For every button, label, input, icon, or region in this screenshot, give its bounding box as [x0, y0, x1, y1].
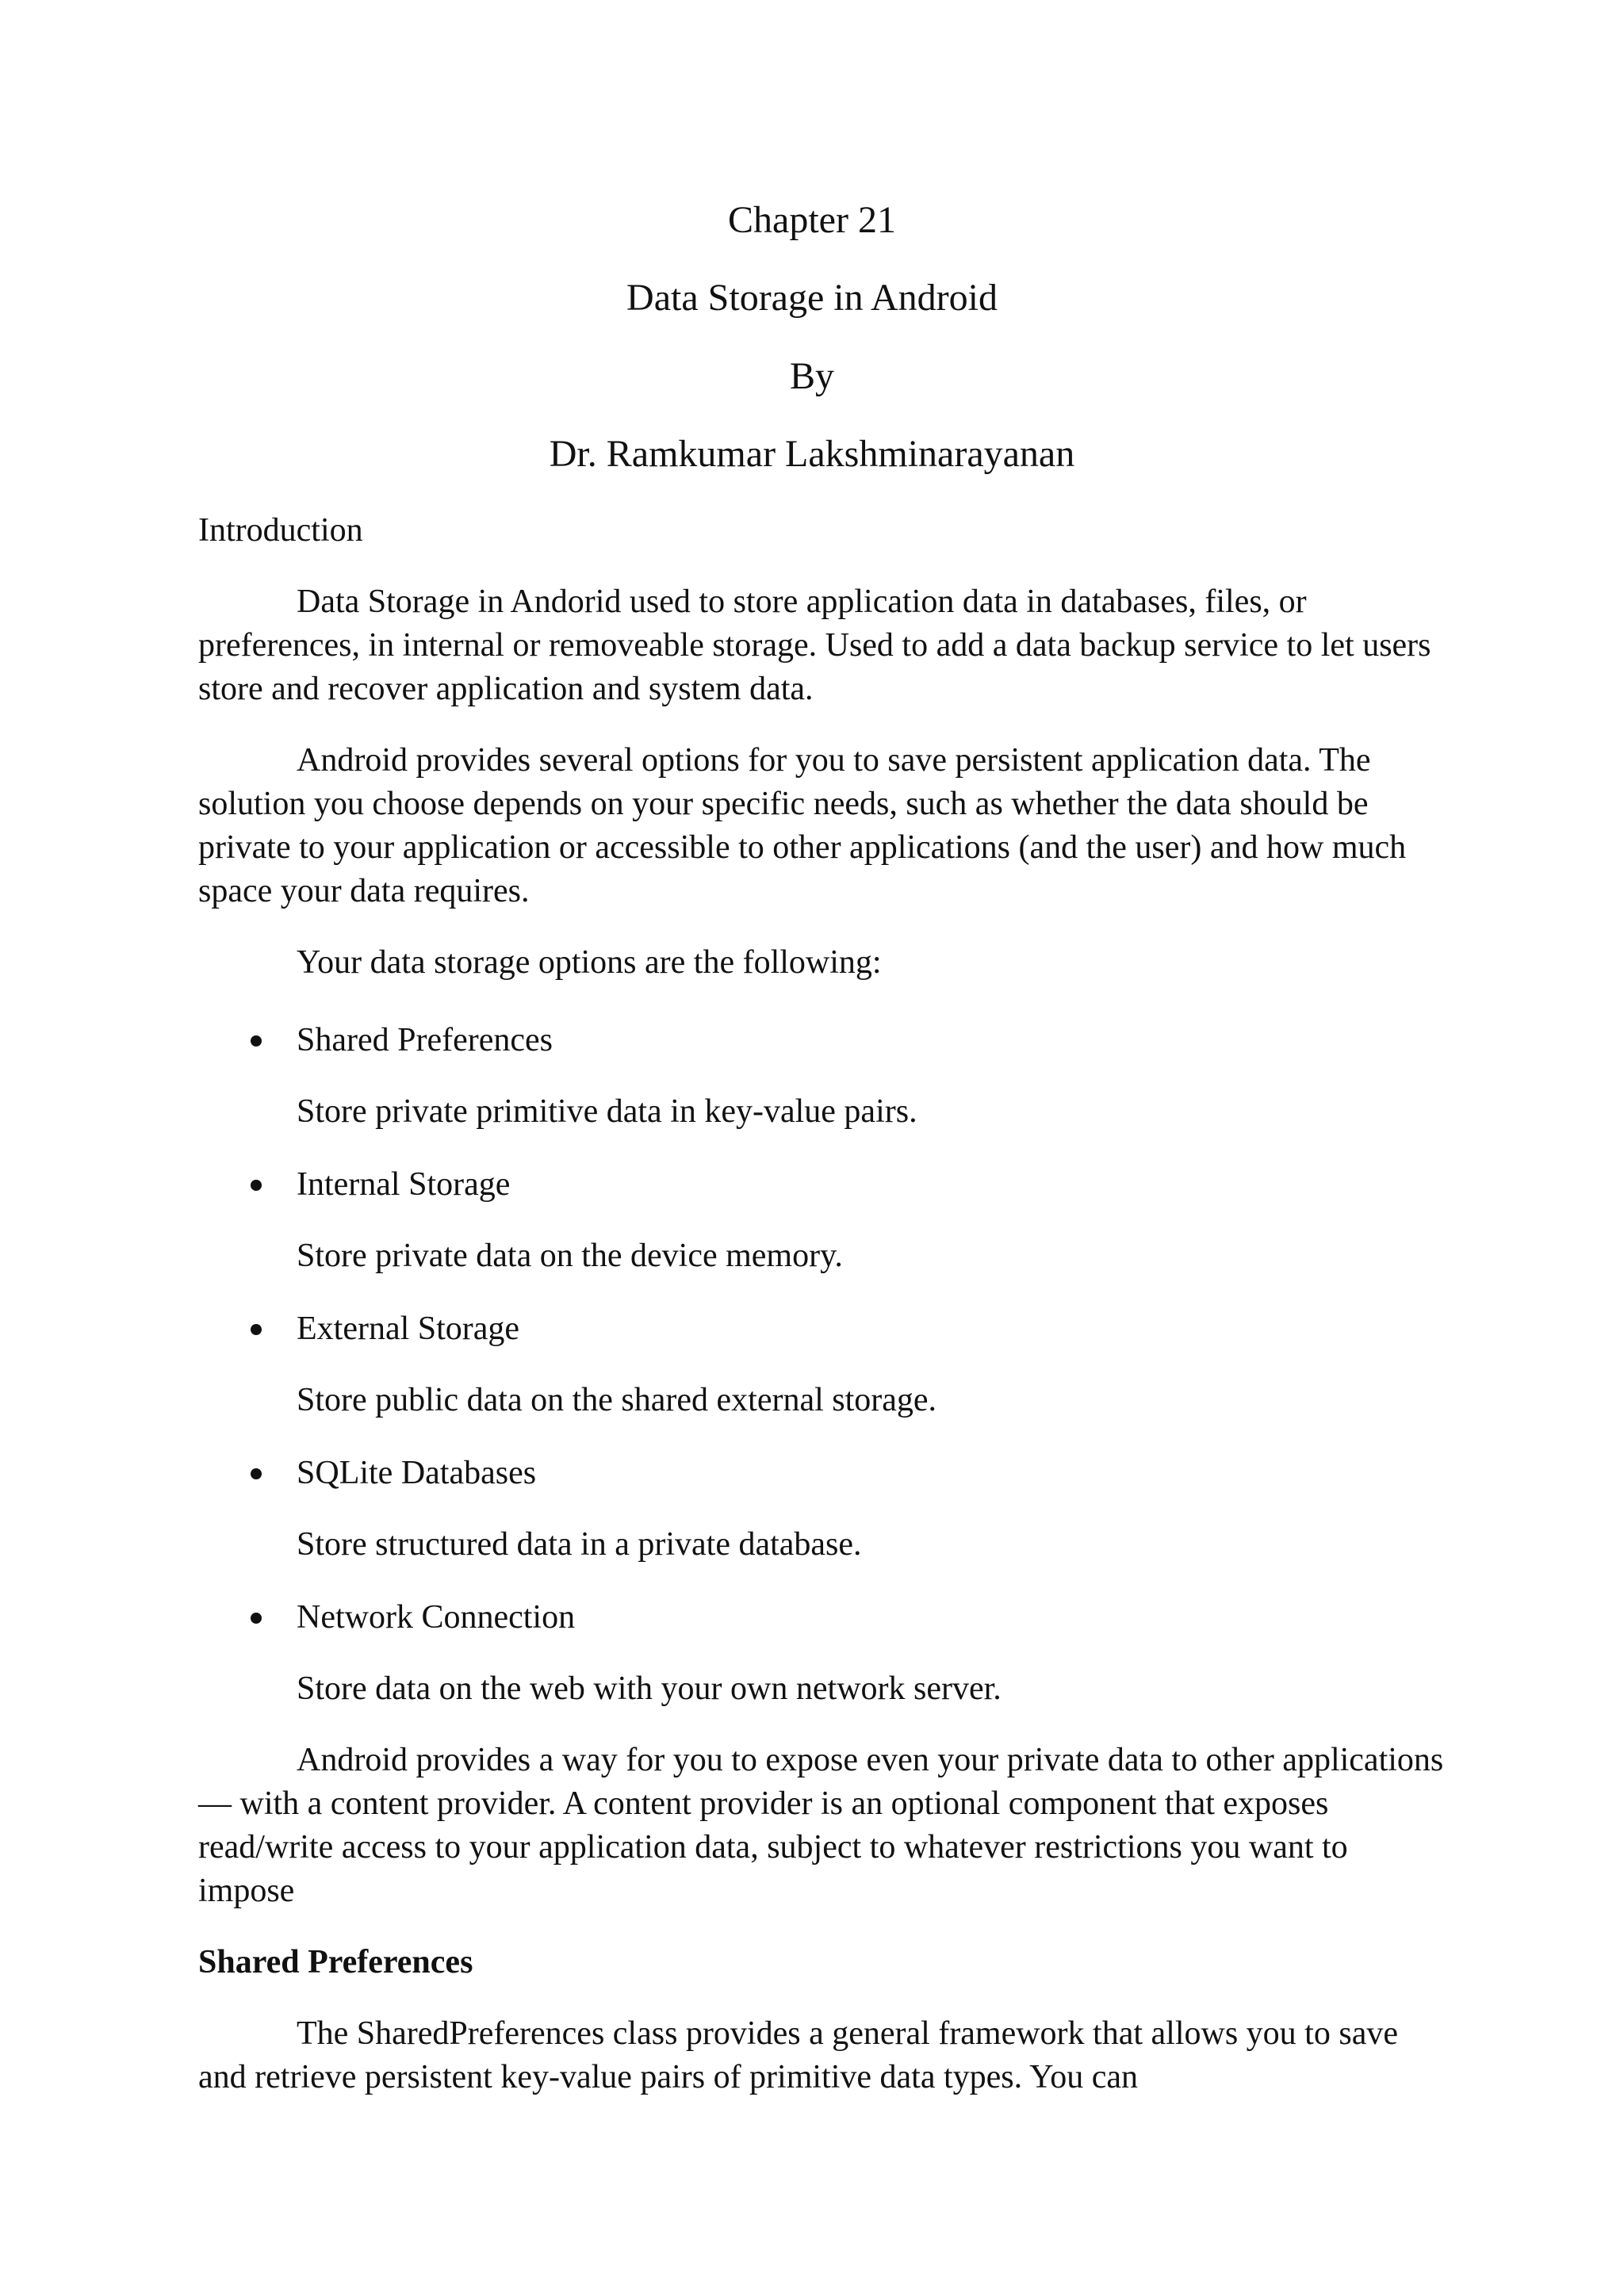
option-description: Store private primitive data in key-value pairs.: [297, 1093, 917, 1130]
option-name: Shared Preferences: [297, 1022, 553, 1058]
option-description: Store private data on the device memory.: [297, 1238, 843, 1274]
intro-paragraph-2-line-4: space your data requires.: [198, 873, 530, 909]
option-description: Store data on the web with your own network server.: [297, 1670, 1002, 1707]
bullet-icon: [251, 1180, 262, 1191]
option-name: Network Connection: [297, 1599, 576, 1636]
option-description: Store public data on the shared external storage.: [297, 1382, 937, 1418]
shared-preferences-paragraph-line-1: The SharedPreferences class provides a general framework that allows you to save: [297, 2015, 1398, 2052]
author-name: Dr. Ramkumar Lakshminarayanan: [549, 433, 1075, 475]
byline: By: [789, 355, 834, 397]
bullet-icon: [251, 1324, 262, 1335]
intro-paragraph-1-line-1: Data Storage in Andorid used to store application data in databases, files, or: [297, 584, 1307, 620]
bullet-icon: [251, 1613, 262, 1624]
chapter-title: Data Storage in Android: [626, 277, 998, 319]
intro-paragraph-2-line-2: solution you choose depends on your specific needs, such as whether the data should be: [198, 786, 1369, 822]
option-name: Internal Storage: [297, 1166, 511, 1203]
section-heading-introduction: Introduction: [198, 512, 363, 549]
intro-paragraph-1-line-2: preferences, in internal or removeable storage. Used to add a data backup service to let users: [198, 627, 1431, 664]
intro-paragraph-1-line-3: store and recover application and system data.: [198, 671, 814, 707]
options-intro: Your data storage options are the following:: [297, 944, 882, 981]
option-name: SQLite Databases: [297, 1455, 537, 1491]
intro-paragraph-3-line-4: impose: [198, 1873, 295, 1909]
intro-paragraph-2-line-1: Android provides several options for you to save persistent application data. The: [297, 742, 1371, 779]
option-description: Store structured data in a private database.: [297, 1526, 862, 1563]
intro-paragraph-2-line-3: private to your application or accessible to other applications (and the user) and how much: [198, 829, 1407, 866]
section-heading-shared-preferences: Shared Preferences: [198, 1944, 473, 1980]
option-name: External Storage: [297, 1311, 520, 1347]
shared-preferences-paragraph-line-2: and retrieve persistent key-value pairs of primitive data types. You can: [198, 2059, 1138, 2095]
chapter-number: Chapter 21: [728, 199, 896, 241]
intro-paragraph-3-line-3: read/write access to your application data, subject to whatever restrictions you want to: [198, 1829, 1348, 1866]
intro-paragraph-3-line-2: — with a content provider. A content provider is an optional component that exposes: [198, 1785, 1329, 1822]
bullet-icon: [251, 1035, 262, 1047]
intro-paragraph-3-line-1: Android provides a way for you to expose even your private data to other applications: [297, 1742, 1444, 1778]
bullet-icon: [251, 1468, 262, 1479]
